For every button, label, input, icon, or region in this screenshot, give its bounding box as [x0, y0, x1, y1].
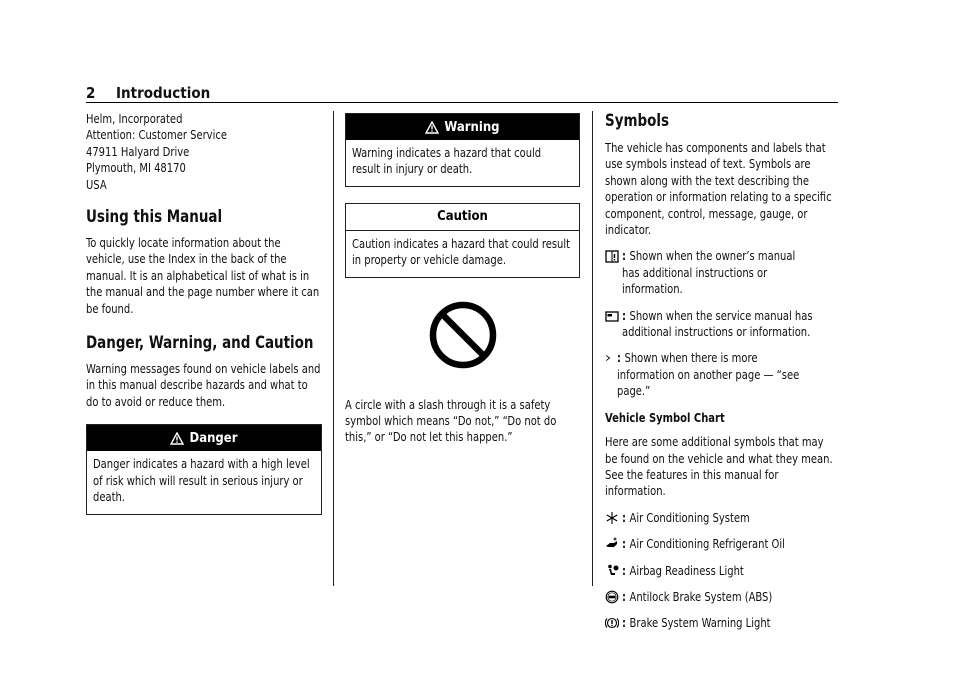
safety-symbol-wrap [345, 299, 580, 375]
service-manual-icon [605, 309, 619, 323]
danger-label: Danger [189, 430, 238, 446]
caution-text: Caution indicates a hazard that could result in property or vehicle damage. [352, 235, 571, 268]
danger-header [87, 425, 321, 451]
address-line: Plymouth, MI 48170 [86, 160, 186, 176]
caution-header [346, 204, 579, 231]
section-title: Introduction [116, 84, 211, 102]
see-page-text: Shown when there is more information on another page — “see page.” [617, 350, 800, 399]
see-page-line: : Shown when there is more information on another page — “see page.” [605, 350, 840, 399]
symbol-label: Airbag Readiness Light [629, 562, 744, 578]
symbol-label: Brake System Warning Light [629, 615, 771, 631]
symbol-label: Air Conditioning System [629, 509, 750, 525]
warning-header [346, 114, 579, 140]
no-symbol-icon [427, 299, 499, 371]
airbag-icon [605, 564, 619, 578]
danger-box [86, 424, 322, 514]
dwc-text: Warning messages found on vehicle labels and in this manual describe hazards and what to do to avoid or reduce them. [86, 361, 321, 409]
warning-triangle-icon [170, 432, 184, 445]
abs-icon [605, 590, 619, 604]
see-page-icon [605, 351, 614, 365]
owners-manual-icon [605, 249, 619, 263]
symbols-text: The vehicle has components and labels that use symbols instead of text. Symbols are shown along with the text describing the operation or information relating to a specific component, control, message, gauge, or indicator. [605, 140, 832, 238]
brake-warning-icon [605, 616, 619, 630]
column-3 [605, 111, 840, 642]
column-1 [86, 111, 322, 515]
snowflake-icon [605, 511, 619, 525]
page-header [86, 84, 838, 103]
symbol-item: : Airbag Readiness Light [605, 563, 840, 579]
symbol-label: Air Conditioning Refrigerant Oil [629, 536, 785, 552]
address-line: Helm, Incorporated [86, 111, 183, 126]
symbol-item: : Antilock Brake System (ABS) [605, 589, 840, 605]
column-2 [345, 111, 580, 446]
owner-manual-text: Shown when the owner’s manual has additional instructions or information. [622, 248, 796, 297]
column-divider [592, 111, 593, 586]
page-number: 2 [86, 84, 96, 102]
service-manual-line: : Shown when the service manual has additional instructions or information. [605, 308, 840, 341]
symbol-item: : Brake System Warning Light [605, 615, 840, 631]
symbol-item: : Air Conditioning System [605, 510, 840, 526]
address-line: USA [86, 176, 107, 192]
owner-manual-line: : Shown when the owner’s manual has additional instructions or information. [605, 248, 840, 297]
symbol-item: : Air Conditioning Refrigerant Oil [605, 536, 840, 552]
warning-text: Warning indicates a hazard that could result in injury or death. [352, 145, 542, 177]
address-line: Attention: Customer Service [86, 127, 227, 143]
using-manual-text: To quickly locate information about the vehicle, use the Index in the back of the manual. It is an alphabetical list of what is in the manual and the page number where it can be found. [86, 235, 320, 316]
safety-symbol-text: A circle with a slash through it is a safety symbol which means “Do not,” “Do not do this,” or “Do not let this happen.” [345, 396, 557, 445]
warning-label: Warning [444, 119, 500, 135]
address-line: 47911 Halyard Drive [86, 143, 190, 159]
warning-triangle-icon [425, 121, 439, 134]
column-divider [333, 111, 334, 586]
danger-text: Danger indicates a hazard with a high level of risk which will result in serious injury or death. [93, 456, 310, 505]
caution-box [345, 203, 580, 278]
using-manual-heading: Using this Manual [86, 207, 223, 228]
address-block [86, 111, 321, 193]
service-manual-text: Shown when the service manual has additional instructions or information. [622, 307, 813, 340]
refrigerant-oil-icon [605, 537, 619, 551]
dwc-heading: Danger, Warning, and Caution [86, 333, 314, 354]
symbol-chart-text: Here are some additional symbols that may be found on the vehicle and what they mean. See the features in this manual for information. [605, 434, 833, 499]
symbol-chart-heading: Vehicle Symbol Chart [605, 409, 725, 425]
symbols-heading: Symbols [605, 111, 670, 131]
symbol-label: Antilock Brake System (ABS) [629, 588, 773, 604]
caution-label: Caution [437, 209, 488, 225]
warning-box [345, 113, 580, 187]
